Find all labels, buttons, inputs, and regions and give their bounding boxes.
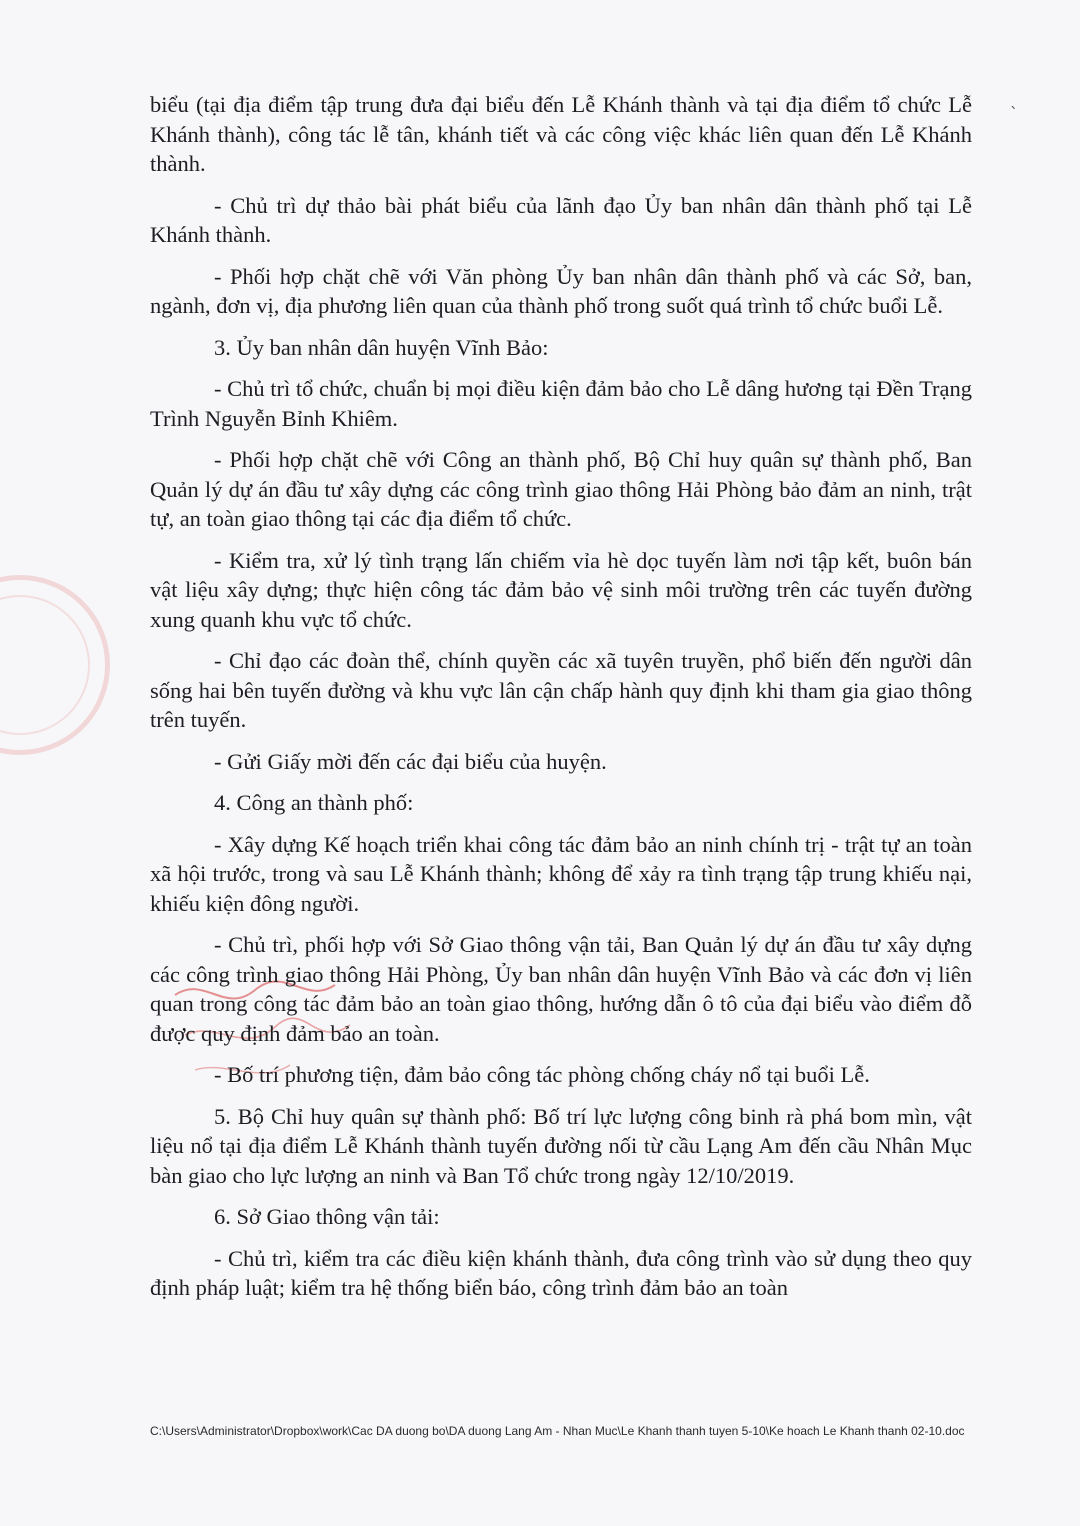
document-body — [150, 90, 972, 1315]
paragraph-item: - Phối hợp chặt chẽ với Văn phòng Ủy ban nhân dân thành phố và các Sở, ban, ngành, đơn vị, địa phương liên quan của thành phố trong suốt quá trình tổ chức buổi Lễ. — [150, 263, 972, 318]
margin-mark: ˋ — [1010, 104, 1018, 123]
section-heading-4: 4. Công an thành phố: — [214, 790, 414, 815]
section-heading-5: 5. Bộ Chỉ huy quân sự thành phố: Bố trí lực lượng công binh rà phá bom mìn, vật liệu nổ tại địa điểm Lễ Khánh thành tuyến đường nối từ cầu Lạng Am đến cầu Nhân Mục bàn giao cho lực lượng an ninh và Ban Tổ chức trong ngày 12/10/2019. — [150, 1103, 972, 1188]
footer-file-path: C:\Users\Administrator\Dropbox\work\Cac DA duong bo\DA duong Lang Am - Nhan Muc\Le Khanh thanh tuyen 5-10\Ke hoach Le Khanh thanh 02-10.doc — [150, 1424, 965, 1438]
paragraph-item: - Chủ trì tổ chức, chuẩn bị mọi điều kiện đảm bảo cho Lễ dâng hương tại Đền Trạng Trình Nguyễn Bỉnh Khiêm. — [150, 376, 973, 431]
section-heading-3: 3. Ủy ban nhân dân huyện Vĩnh Bảo: — [214, 334, 549, 360]
paragraph-item: - Chỉ đạo các đoàn thể, chính quyền các xã tuyên truyền, phổ biến đến người dân sống hai bên tuyến đường và khu vực lân cận chấp hành quy định khi tham gia giao thông trên tuyến. — [150, 648, 972, 732]
paragraph-item: - Phối hợp chặt chẽ với Công an thành phố, Bộ Chỉ huy quân sự thành phố, Ban Quản lý dự án đầu tư xây dựng các công trình giao thông Hải Phòng bảo đảm an ninh, trật tự, an toàn giao thông tại các địa điểm tổ chức. — [150, 447, 972, 531]
paragraph-item: - Chủ trì dự thảo bài phát biểu của lãnh đạo Ủy ban nhân dân thành phố tại Lễ Khánh thành. — [150, 192, 972, 247]
paragraph-item: - Kiểm tra, xử lý tình trạng lấn chiếm vỉa hè dọc tuyến làm nơi tập kết, buôn bán vật liệu xây dựng; thực hiện công tác đảm bảo vệ sinh môi trường trên các tuyến đường xung quanh khu vực tổ chức. — [150, 547, 972, 632]
section-heading-6: 6. Sở Giao thông vận tải: — [214, 1204, 440, 1229]
paragraph-item: - Chủ trì, phối hợp với Sở Giao thông vận tải, Ban Quản lý dự án đầu tư xây dựng các công trình giao thông Hải Phòng, Ủy ban nhân dân huyện Vĩnh Bảo và các đơn vị liên quan trong công tác đảm bảo an toàn giao thông, hướng dẫn ô tô của đại biểu vào điểm đỗ được quy định đảm bảo an toàn. — [150, 932, 972, 1046]
paragraph-item: - Gửi Giấy mời đến các đại biểu của huyện. — [214, 748, 607, 774]
paragraph-item: - Chủ trì, kiểm tra các điều kiện khánh thành, đưa công trình vào sử dụng theo quy định pháp luật; kiểm tra hệ thống biển báo, công trình đảm bảo an toàn — [150, 1245, 972, 1300]
paragraph-continuation: biểu (tại địa điểm tập trung đưa đại biểu đến Lễ Khánh thành và tại địa điểm tổ chức Lễ Khánh thành), công tác lễ tân, khánh tiết và các công việc khác liên quan đến Lễ Khánh thành. — [150, 92, 972, 176]
paragraph-item: - Bố trí phương tiện, đảm bảo công tác phòng chống cháy nổ tại buổi Lễ. — [214, 1062, 870, 1087]
paragraph-item: - Xây dựng Kế hoạch triển khai công tác đảm bảo an ninh chính trị - trật tự an toàn xã hội trước, trong và sau Lễ Khánh thành; không để xảy ra tình trạng tập trung khiếu nại, khiếu kiện đông người. — [150, 831, 972, 916]
